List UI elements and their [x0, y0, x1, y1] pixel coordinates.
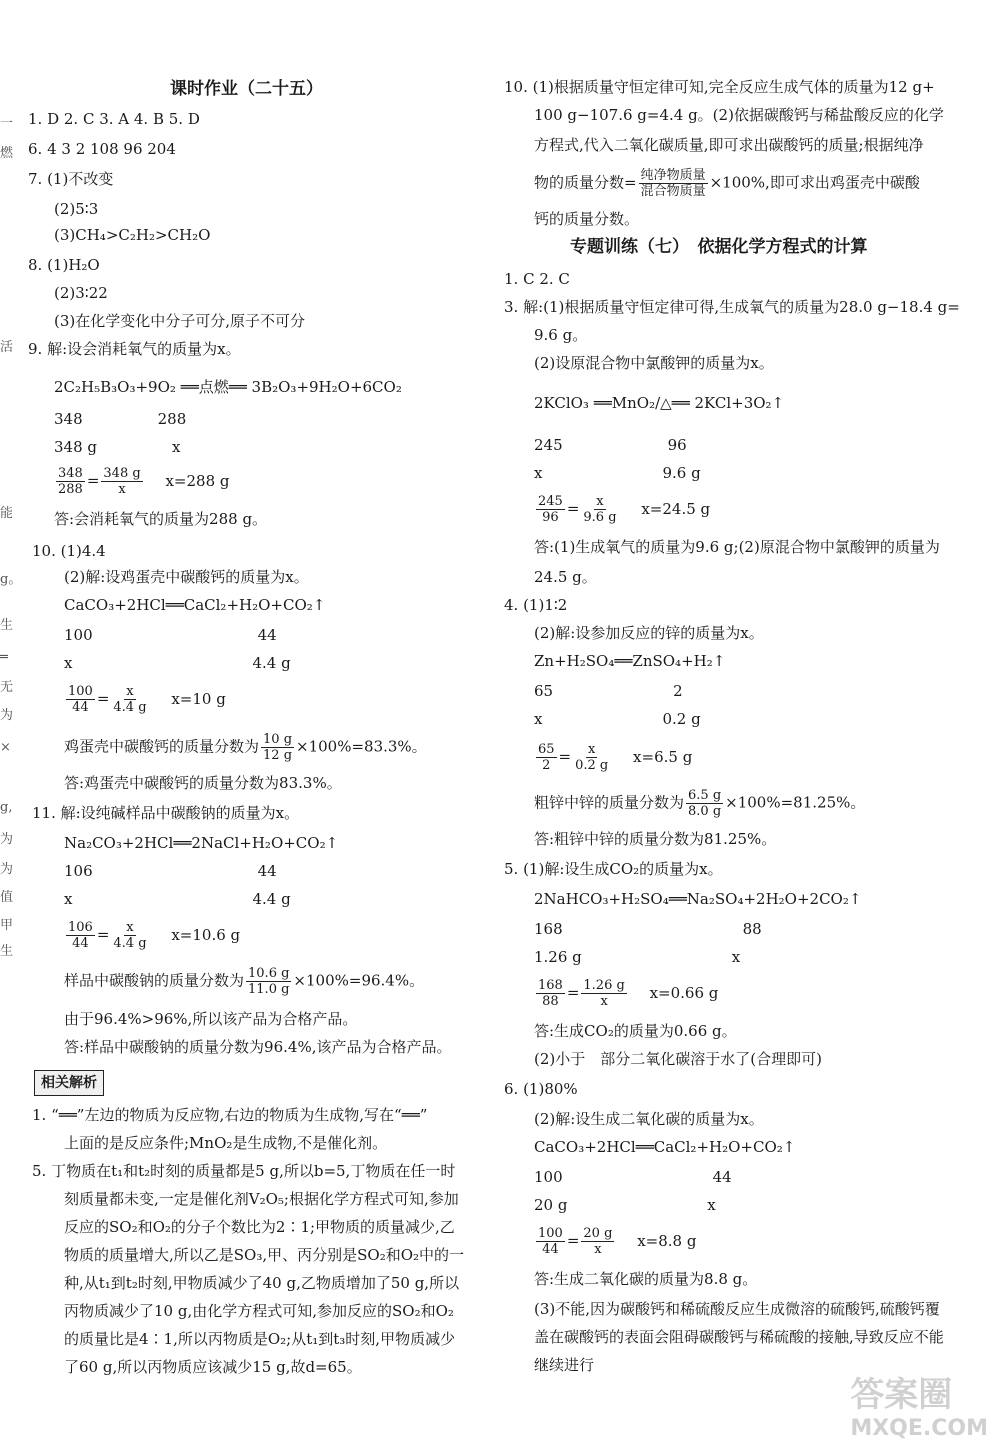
analysis-line: 10. (1)根据质量守恒定律可知,完全反应生成气体的质量为12 g+ — [504, 78, 935, 96]
equation: 2C₂H₅B₃O₃+9O₂ ══点燃══ 3B₂O₃+9H₂O+6CO₂ — [54, 378, 402, 396]
fraction: $\frac{x}{9.6 g}$ — [583, 494, 617, 525]
analysis-tag: 相关解析 — [34, 1070, 104, 1096]
answer-line: 答:样品中碳酸钠的质量分数为96.4%,该产品为合格产品。 — [64, 1038, 452, 1056]
answer-line: (2)解:设生成二氧化碳的质量为x。 — [534, 1110, 764, 1128]
proportion: $\frac{348}{288}$ = $\frac{348 g}{x}$ x=288 g — [58, 466, 230, 497]
answer-line: (3)不能,因为碳酸钙和稀硫酸反应生成微溶的硫酸钙,硫酸钙覆 — [534, 1300, 940, 1318]
equation: 2NaHCO₃+H₂SO₄══Na₂SO₄+2H₂O+2CO₂↑ — [534, 890, 862, 908]
ratio-line: 65 2 — [534, 682, 683, 700]
answer-line: 6. 4 3 2 108 96 204 — [28, 140, 176, 158]
ratio-line: 245 96 — [534, 436, 687, 454]
equation: CaCO₃+2HCl══CaCl₂+H₂O+CO₂↑ — [64, 596, 326, 614]
answer-line: 6. (1)80% — [504, 1080, 578, 1098]
watermark: 答案圈 MXQE.COM — [850, 1375, 988, 1441]
answer-line: 答:鸡蛋壳中碳酸钙的质量分数为83.3%。 — [64, 774, 342, 792]
ratio-line: x 4.4 g — [64, 654, 291, 672]
answer-line: 由于96.4%>96%,所以该产品为合格产品。 — [64, 1010, 358, 1028]
fraction: $\frac{168}{88}$ — [538, 978, 563, 1009]
answer-line: (2)3∶22 — [54, 284, 108, 302]
formula-line: 物的质量分数= $\frac{\text{纯净物质量}}{\text{混合物质量}}$ ×100%,即可求出鸡蛋壳中碳酸 — [534, 168, 920, 199]
fraction: $\frac{20 g}{x}$ — [583, 1226, 613, 1257]
answer-line: 8. (1)H₂O — [28, 256, 100, 274]
equation: 2KClO₃ ══MnO₂/△══ 2KCl+3O₂↑ — [534, 394, 785, 412]
answer-line: 9.6 g。 — [534, 326, 588, 344]
ratio-line: 1.26 g x — [534, 948, 741, 966]
answer-line: 答:生成CO₂的质量为0.66 g。 — [534, 1022, 737, 1040]
analysis-line: 钙的质量分数。 — [534, 210, 640, 228]
fraction: $\frac{100}{44}$ — [68, 684, 93, 715]
answer-line: (2)解:设参加反应的锌的质量为x。 — [534, 624, 764, 642]
fraction: $\frac{10 g}{12 g}$ — [263, 732, 293, 763]
ratio-line: 106 44 — [64, 862, 277, 880]
percent-line: 鸡蛋壳中碳酸钙的质量分数为 $\frac{10 g}{12 g}$ ×100%=83.3%。 — [64, 732, 427, 763]
analysis-line: 上面的是反应条件;MnO₂是生成物,不是催化剂。 — [64, 1134, 388, 1152]
answer-line: 答:粗锌中锌的质量分数为81.25%。 — [534, 830, 777, 848]
analysis-line: 反应的SO₂和O₂的分子个数比为2∶1;甲物质的质量减少,乙 — [64, 1218, 455, 1236]
analysis-line: 了60 g,所以丙物质应该减少15 g,故d=65。 — [64, 1358, 362, 1376]
answer-line: (2)小于 部分二氧化碳溶于水了(合理即可) — [534, 1050, 822, 1068]
fraction: $\frac{x}{0.2 g}$ — [575, 742, 609, 773]
proportion: $\frac{100}{44}$ = $\frac{x}{4.4 g}$ x=10 g — [68, 684, 226, 715]
fraction: $\frac{x}{4.4 g}$ — [113, 920, 147, 951]
percent-line: 样品中碳酸钠的质量分数为 $\frac{10.6 g}{11.0 g}$ ×100%=96.4%。 — [64, 966, 425, 997]
ratio-line: x 9.6 g — [534, 464, 701, 482]
answer-line: 继续进行 — [534, 1356, 595, 1374]
answer-line: 答:生成二氧化碳的质量为8.8 g。 — [534, 1270, 758, 1288]
fraction: $\frac{\text{纯净物质量}}{\text{混合物质量}}$ — [640, 168, 706, 199]
answer-line: 7. (1)不改变 — [28, 170, 114, 188]
fraction: $\frac{10.6 g}{11.0 g}$ — [248, 966, 290, 997]
answer-line: 10. (1)4.4 — [32, 542, 106, 560]
proportion: $\frac{100}{44}$ = $\frac{20 g}{x}$ x=8.8 g — [538, 1226, 697, 1257]
answer-line: 答:(1)生成氧气的质量为9.6 g;(2)原混合物中氯酸钾的质量为 — [534, 538, 940, 556]
ratio-line: 348 g x — [54, 438, 181, 456]
equation: Zn+H₂SO₄══ZnSO₄+H₂↑ — [534, 652, 726, 670]
answer-line: 24.5 g。 — [534, 568, 597, 586]
answer-line: 1. C 2. C — [504, 270, 570, 288]
ratio-line: x 0.2 g — [534, 710, 701, 728]
analysis-line: 的质量比是4∶1,所以丙物质是O₂;从t₁到t₃时刻,甲物质减少 — [64, 1330, 456, 1348]
answer-line: 答:会消耗氧气的质量为288 g。 — [54, 510, 268, 528]
fraction: $\frac{100}{44}$ — [538, 1226, 563, 1257]
analysis-line: 方程式,代入二氧化碳质量,即可求出碳酸钙的质量;根据纯净 — [534, 136, 924, 154]
fraction: $\frac{245}{96}$ — [538, 494, 563, 525]
answer-line: 3. 解:(1)根据质量守恒定律可得,生成氧气的质量为28.0 g−18.4 g= — [504, 298, 960, 316]
answer-line: 1. D 2. C 3. A 4. B 5. D — [28, 110, 200, 128]
ratio-line: 100 44 — [534, 1168, 732, 1186]
analysis-line: 种,从t₁到t₂时刻,甲物质减少了40 g,乙物质增加了50 g,所以 — [64, 1274, 460, 1292]
answer-line: (3)CH₄>C₂H₂>CH₂O — [54, 226, 211, 244]
fraction: $\frac{6.5 g}{8.0 g}$ — [688, 788, 722, 819]
analysis-line: 刻质量都未变,一定是催化剂V₂O₅;根据化学方程式可知,参加 — [64, 1190, 459, 1208]
answer-line: (2)设原混合物中氯酸钾的质量为x。 — [534, 354, 774, 372]
analysis-line: 物质的质量增大,所以乙是SO₃,甲、丙分别是SO₂和O₂中的一 — [64, 1246, 465, 1264]
fraction: $\frac{1.26 g}{x}$ — [583, 978, 625, 1009]
proportion: $\frac{65}{2}$ = $\frac{x}{0.2 g}$ x=6.5 g — [538, 742, 693, 773]
answer-line: 11. 解:设纯碱样品中碳酸钠的质量为x。 — [32, 804, 300, 822]
fraction: $\frac{x}{4.4 g}$ — [113, 684, 147, 715]
section-title: 专题训练（七） 依据化学方程式的计算 — [570, 237, 868, 257]
ratio-line: 100 44 — [64, 626, 277, 644]
equation: Na₂CO₃+2HCl══2NaCl+H₂O+CO₂↑ — [64, 834, 339, 852]
answer-line: (3)在化学变化中分子可分,原子不可分 — [54, 312, 306, 330]
section-title: 课时作业（二十五） — [170, 79, 323, 99]
percent-line: 粗锌中锌的质量分数为 $\frac{6.5 g}{8.0 g}$ ×100%=81.25%。 — [534, 788, 866, 819]
answer-line: 盖在碳酸钙的表面会阻碍碳酸钙与稀硫酸的接触,导致反应不能 — [534, 1328, 944, 1346]
analysis-line: 5. 丁物质在t₁和t₂时刻的质量都是5 g,所以b=5,丁物质在任一时 — [32, 1162, 456, 1180]
answer-line: 4. (1)1∶2 — [504, 596, 568, 614]
proportion: $\frac{245}{96}$ = $\frac{x}{9.6 g}$ x=24.5 g — [538, 494, 711, 525]
proportion: $\frac{106}{44}$ = $\frac{x}{4.4 g}$ x=10.6 g — [68, 920, 241, 951]
ratio-line: 20 g x — [534, 1196, 716, 1214]
answer-line: 5. (1)解:设生成CO₂的质量为x。 — [504, 860, 723, 878]
equation: CaCO₃+2HCl══CaCl₂+H₂O+CO₂↑ — [534, 1138, 796, 1156]
ratio-line: 348 288 — [54, 410, 187, 428]
answer-line: 9. 解:设会消耗氧气的质量为x。 — [28, 340, 241, 358]
proportion: $\frac{168}{88}$ = $\frac{1.26 g}{x}$ x=0.66 g — [538, 978, 719, 1009]
fraction: $\frac{106}{44}$ — [68, 920, 93, 951]
answer-line: (2)解:设鸡蛋壳中碳酸钙的质量为x。 — [64, 568, 309, 586]
fraction: $\frac{348}{288}$ — [58, 466, 83, 497]
answer-line: (2)5∶3 — [54, 200, 99, 218]
ratio-line: 168 88 — [534, 920, 762, 938]
analysis-line: 100 g−107.6 g=4.4 g。(2)依据碳酸钙与稀盐酸反应的化学 — [534, 106, 944, 124]
analysis-line: 1. “══”左边的物质为反应物,右边的物质为生成物,写在“══” — [32, 1106, 428, 1124]
fraction: $\frac{348 g}{x}$ — [103, 466, 141, 497]
ratio-line: x 4.4 g — [64, 890, 291, 908]
analysis-line: 丙物质减少了10 g,由化学方程式可知,参加反应的SO₂和O₂ — [64, 1302, 454, 1320]
fraction: $\frac{65}{2}$ — [538, 742, 555, 773]
